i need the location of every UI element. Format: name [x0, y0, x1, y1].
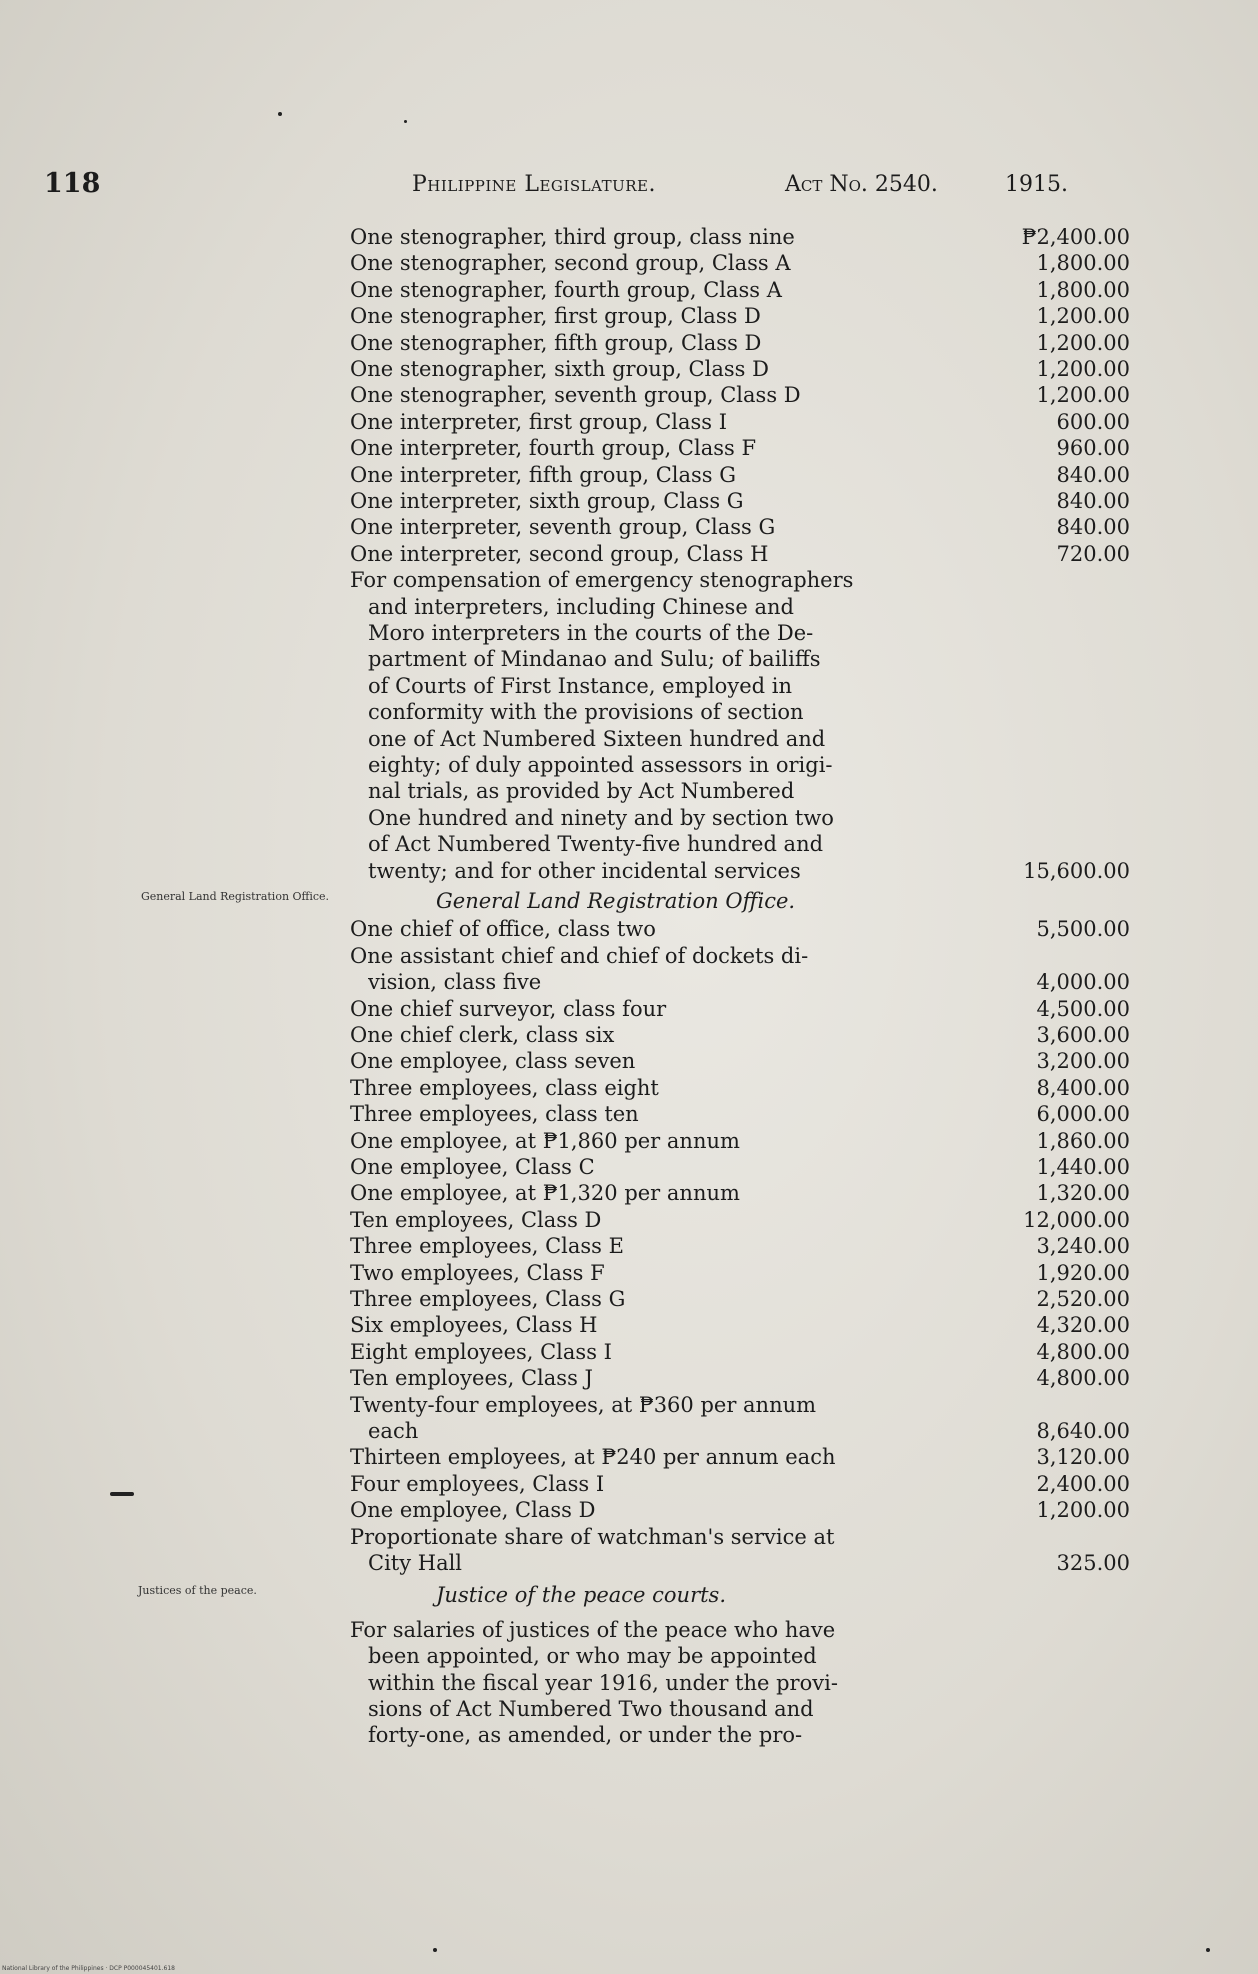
line-item-text: One hundred and ninety and by section two: [368, 805, 834, 830]
line-item-text: Twenty-four employees, at ₱360 per annum: [350, 1392, 817, 1417]
line-item-text: twenty; and for other incidental services: [368, 858, 801, 883]
line-item-amount: 3,600.00: [1036, 1023, 1130, 1047]
line-item-amount: 1,200.00: [1036, 383, 1130, 408]
line-item-amount: 1,920.00: [1036, 1260, 1130, 1285]
line-item-amount: 2,400.00: [1036, 1471, 1130, 1496]
budget-line: [0, 969, 1258, 995]
line-item-text: been appointed, or who may be appointed: [368, 1644, 817, 1669]
line-item-text: Four employees, Class I: [350, 1471, 605, 1496]
budget-line: [0, 943, 1258, 969]
dust-speck: [278, 112, 282, 116]
line-item-amount: ₱2,400.00: [1021, 225, 1130, 249]
line-item-text: forty-one, as amended, or under the pro-: [368, 1723, 803, 1748]
budget-line: [0, 1048, 1258, 1074]
dust-speck: [404, 120, 407, 123]
page-number: 118: [44, 168, 101, 199]
margin-note: Justices of the peace.: [138, 1584, 257, 1598]
line-item-text: vision, class five: [368, 970, 542, 995]
budget-line: [0, 1075, 1258, 1101]
budget-line: [0, 541, 1258, 567]
line-item-amount: 4,000.00: [1036, 970, 1130, 995]
section-heading: General Land Registration Office.: [436, 889, 796, 913]
line-item-amount: 840.00: [1056, 515, 1130, 540]
budget-line: [0, 1260, 1258, 1286]
line-item-text: One stenographer, seventh group, Class D: [350, 383, 801, 408]
line-item-text: One chief surveyor, class four: [350, 996, 667, 1021]
budget-line: [0, 409, 1258, 435]
paragraph-line: [0, 858, 1258, 884]
budget-line: [0, 1233, 1258, 1259]
line-item-text: nal trials, as provided by Act Numbered: [368, 779, 795, 804]
line-item-amount: 3,200.00: [1036, 1049, 1130, 1074]
budget-line: [0, 1207, 1258, 1233]
line-item-amount: 12,000.00: [1023, 1207, 1130, 1232]
line-item-text: One employee, Class C: [350, 1155, 595, 1179]
budget-line: [0, 1128, 1258, 1154]
dust-speck: [433, 1948, 437, 1952]
line-item-text: One interpreter, first group, Class I: [350, 409, 728, 434]
line-item-text: Three employees, class eight: [350, 1075, 659, 1100]
paragraph-line: [0, 752, 1258, 778]
line-item-text: City Hall: [368, 1551, 463, 1575]
line-item-text: eighty; of duly appointed assessors in origi-: [368, 753, 833, 777]
paragraph-line: [0, 726, 1258, 752]
line-item-text: of Act Numbered Twenty-five hundred and: [368, 832, 824, 857]
line-item-text: Three employees, Class G: [350, 1287, 626, 1311]
budget-line: [0, 1180, 1258, 1206]
line-item-text: One assistant chief and chief of dockets di-: [350, 943, 809, 968]
line-item-text: of Courts of First Instance, employed in: [368, 673, 792, 698]
budget-line: [0, 1471, 1258, 1497]
paragraph-line: [0, 1722, 1258, 1748]
budget-line: [0, 1365, 1258, 1391]
paragraph-line: [0, 778, 1258, 804]
line-item-amount: 8,400.00: [1036, 1075, 1130, 1100]
line-item-text: One interpreter, sixth group, Class G: [350, 489, 744, 513]
line-item-text: One interpreter, second group, Class H: [350, 541, 769, 566]
paragraph-line: [0, 567, 1258, 593]
paragraph-line: [0, 620, 1258, 646]
line-item-text: For compensation of emergency stenographers: [350, 568, 854, 593]
paragraph-line: [0, 1617, 1258, 1643]
budget-line: [0, 330, 1258, 356]
line-item-amount: 2,520.00: [1036, 1287, 1130, 1311]
budget-line: [0, 1101, 1258, 1127]
line-item-text: Two employees, Class F: [350, 1260, 605, 1285]
paragraph-line: [0, 1643, 1258, 1669]
line-item-amount: 1,860.00: [1036, 1128, 1130, 1153]
line-item-text: For salaries of justices of the peace who have: [350, 1617, 836, 1642]
paragraph-line: [0, 1670, 1258, 1696]
line-item-text: Moro interpreters in the courts of the De-: [368, 621, 814, 645]
budget-line: [0, 1497, 1258, 1523]
line-item-text: one of Act Numbered Sixteen hundred and: [368, 726, 826, 751]
scan-credit: National Library of the Philippines · DCP P000045401.618: [2, 1965, 175, 1972]
paragraph-line: [0, 594, 1258, 620]
line-item-text: One stenographer, third group, class nine: [350, 225, 795, 249]
line-item-text: Six employees, Class H: [350, 1313, 598, 1338]
page-header: [0, 168, 1258, 208]
line-item-text: One employee, at ₱1,860 per annum: [350, 1128, 740, 1153]
line-item-text: One employee, class seven: [350, 1049, 636, 1074]
line-item-amount: 600.00: [1056, 409, 1130, 434]
paragraph-line: [0, 805, 1258, 831]
budget-line: [0, 916, 1258, 942]
budget-line: [0, 1154, 1258, 1180]
line-item-text: sions of Act Numbered Two thousand and: [368, 1697, 814, 1721]
budget-line: [0, 1418, 1258, 1444]
running-title: Philippine Legislature.: [412, 172, 656, 197]
dust-speck: [1206, 1948, 1210, 1952]
budget-line: [0, 356, 1258, 382]
line-item-text: Proportionate share of watchman's service at: [350, 1524, 835, 1549]
line-item-text: One interpreter, fourth group, Class F: [350, 436, 757, 461]
budget-line: [0, 303, 1258, 329]
paragraph-line: [0, 646, 1258, 672]
budget-line: [0, 1392, 1258, 1418]
margin-note: General Land Registration Office.: [140, 890, 330, 903]
line-item-text: One stenographer, fourth group, Class A: [350, 277, 782, 302]
line-item-text: Ten employees, Class D: [350, 1207, 602, 1232]
line-item-amount: 4,500.00: [1036, 996, 1130, 1021]
line-item-amount: 1,200.00: [1036, 330, 1130, 355]
line-item-amount: 1,200.00: [1036, 1498, 1130, 1523]
line-item-text: within the fiscal year 1916, under the provi-: [368, 1670, 838, 1695]
line-item-text: One stenographer, sixth group, Class D: [350, 357, 769, 381]
budget-line: [0, 277, 1258, 303]
budget-line: [0, 250, 1258, 276]
paragraph-line: [0, 1696, 1258, 1722]
line-item-amount: 4,320.00: [1036, 1313, 1130, 1338]
line-item-text: One stenographer, fifth group, Class D: [350, 330, 762, 355]
budget-line: [0, 1339, 1258, 1365]
line-item-amount: 5,500.00: [1036, 917, 1130, 942]
budget-line: [0, 996, 1258, 1022]
line-item-amount: 1,320.00: [1036, 1181, 1130, 1206]
line-item-amount: 15,600.00: [1023, 858, 1130, 883]
line-item-text: Thirteen employees, at ₱240 per annum each: [350, 1445, 836, 1470]
line-item-text: One chief of office, class two: [350, 917, 656, 942]
year: 1915.: [1005, 172, 1068, 197]
paragraph-line: [0, 699, 1258, 725]
line-item-text: conformity with the provisions of section: [368, 700, 804, 725]
budget-line: [0, 435, 1258, 461]
budget-line: [0, 488, 1258, 514]
line-item-text: One employee, at ₱1,320 per annum: [350, 1181, 740, 1206]
line-item-amount: 720.00: [1056, 541, 1130, 566]
line-item-text: One employee, Class D: [350, 1498, 596, 1523]
budget-line: [0, 1524, 1258, 1550]
budget-line: [0, 1286, 1258, 1312]
line-item-amount: 6,000.00: [1036, 1102, 1130, 1127]
line-item-text: and interpreters, including Chinese and: [368, 594, 794, 619]
line-item-text: Eight employees, Class I: [350, 1339, 612, 1364]
line-item-amount: 840.00: [1056, 489, 1130, 513]
line-item-amount: 4,800.00: [1036, 1339, 1130, 1364]
line-item-amount: 4,800.00: [1036, 1366, 1130, 1391]
budget-line: [0, 224, 1258, 250]
budget-line: [0, 514, 1258, 540]
budget-line: [0, 462, 1258, 488]
budget-line: [0, 1550, 1258, 1576]
line-item-amount: 1,800.00: [1036, 277, 1130, 302]
dust-speck: [110, 1492, 134, 1496]
line-item-text: Ten employees, Class J: [350, 1366, 593, 1391]
line-item-amount: 960.00: [1056, 436, 1130, 461]
line-item-amount: 1,200.00: [1036, 357, 1130, 381]
line-item-text: Three employees, Class E: [350, 1234, 624, 1259]
line-item-text: Three employees, class ten: [350, 1102, 639, 1127]
line-item-text: partment of Mindanao and Sulu; of bailiffs: [368, 647, 821, 672]
paragraph-line: [0, 673, 1258, 699]
line-item-amount: 1,440.00: [1036, 1155, 1130, 1179]
line-item-text: One interpreter, fifth group, Class G: [350, 462, 737, 487]
act-number: Act No. 2540.: [785, 172, 938, 197]
line-item-amount: 1,800.00: [1036, 251, 1130, 276]
line-item-amount: 1,200.00: [1036, 304, 1130, 329]
budget-line: [0, 382, 1258, 408]
line-item-amount: 3,240.00: [1036, 1234, 1130, 1259]
line-item-amount: 325.00: [1056, 1551, 1130, 1575]
line-item-text: One stenographer, first group, Class D: [350, 304, 761, 329]
budget-line: [0, 1022, 1258, 1048]
line-item-text: One stenographer, second group, Class A: [350, 251, 791, 276]
line-item-text: One chief clerk, class six: [350, 1023, 615, 1047]
paragraph-line: [0, 831, 1258, 857]
budget-line: [0, 1444, 1258, 1470]
line-item-text: each: [368, 1419, 419, 1443]
budget-line: [0, 1312, 1258, 1338]
line-item-amount: 8,640.00: [1036, 1419, 1130, 1443]
line-item-text: One interpreter, seventh group, Class G: [350, 515, 776, 540]
line-item-amount: 840.00: [1056, 462, 1130, 487]
section-heading: Justice of the peace courts.: [436, 1583, 727, 1608]
line-item-amount: 3,120.00: [1036, 1445, 1130, 1470]
